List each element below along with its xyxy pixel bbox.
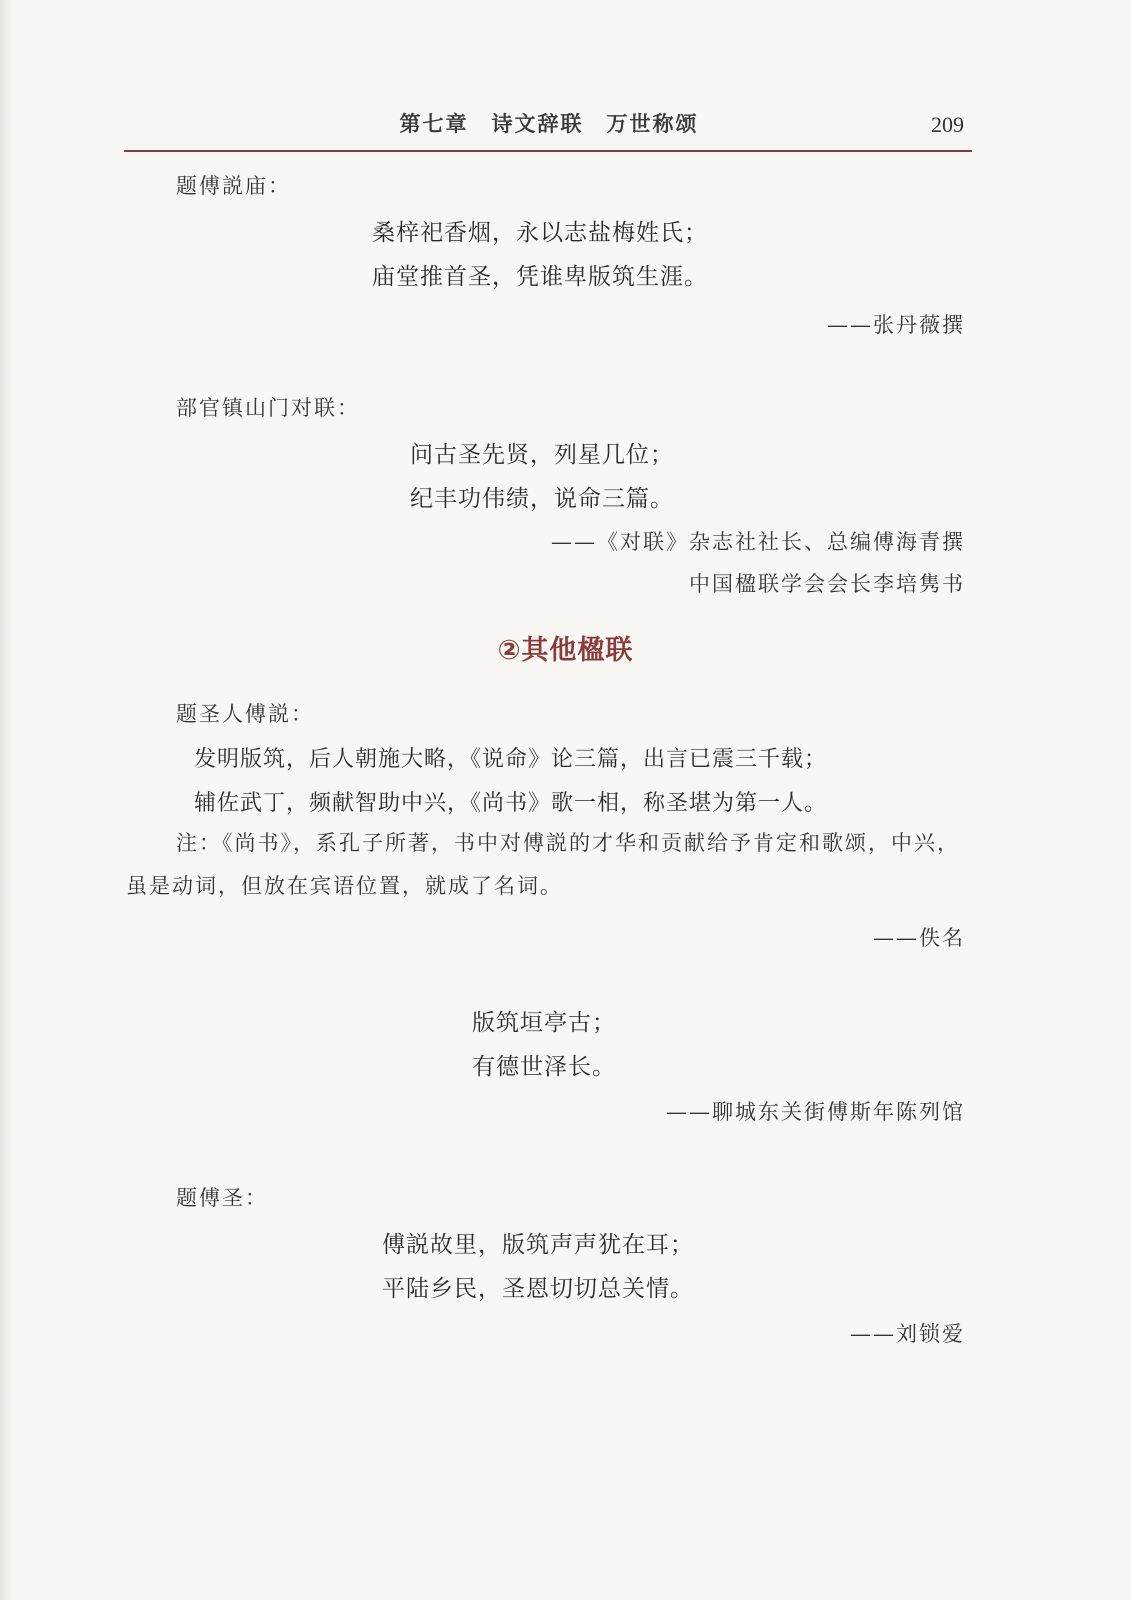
couplet-line: 纪丰功伟绩，说命三篇。: [410, 486, 674, 512]
attribution: ——张丹薇撰: [827, 313, 965, 337]
page-edge-shadow: [0, 0, 14, 1600]
attribution: ——刘锁爱: [850, 1322, 965, 1346]
couplet-line: 庙堂推首圣，凭谁卑版筑生涯。: [372, 264, 708, 290]
couplet-line: 有德世泽长。: [472, 1054, 616, 1080]
couplet-line: 辅佐武丁，频献智助中兴，《尚书》歌一相，称圣堪为第一人。: [194, 791, 828, 816]
section-heading: ②其他楹联: [497, 635, 634, 666]
page-number: 209: [931, 112, 964, 137]
attribution: ——聊城东关街傅斯年陈列馆: [666, 1100, 965, 1124]
attribution: ——《对联》杂志社社长、总编傅海青撰: [551, 530, 965, 554]
couplet-line: 问古圣先贤，列星几位；: [410, 442, 674, 468]
couplet-label: 题傅圣：: [176, 1186, 268, 1210]
couplet-line: 发明版筑，后人朝施大略，《说命》论三篇，出言已震三千载；: [194, 747, 828, 772]
couplet-label: 题傅説庙：: [176, 174, 291, 198]
couplet-label: 部官镇山门对联：: [176, 396, 360, 420]
couplet-line: 桑梓祀香烟，永以志盐梅姓氏；: [372, 220, 708, 246]
running-header: [126, 108, 972, 142]
header-rule: [124, 150, 972, 152]
chapter-title: 第七章 诗文辞联 万世称颂: [399, 112, 699, 136]
attribution: 中国楹联学会会长李培隽书: [689, 572, 965, 596]
couplet-line: 平陆乡民，圣恩切切总关情。: [382, 1276, 694, 1302]
annotation-note: 注：《尚书》，系孔子所著，书中对傅説的才华和贡献给予肯定和歌颂，中兴，虽是动词，但放在宾语位置，就成了名词。: [126, 831, 960, 898]
couplet-label: 题圣人傅説：: [176, 702, 314, 726]
couplet-line: 傅説故里，版筑声声犹在耳；: [382, 1232, 694, 1258]
attribution: ——佚名: [873, 926, 965, 950]
couplet-line: 版筑垣亭古；: [472, 1010, 616, 1036]
